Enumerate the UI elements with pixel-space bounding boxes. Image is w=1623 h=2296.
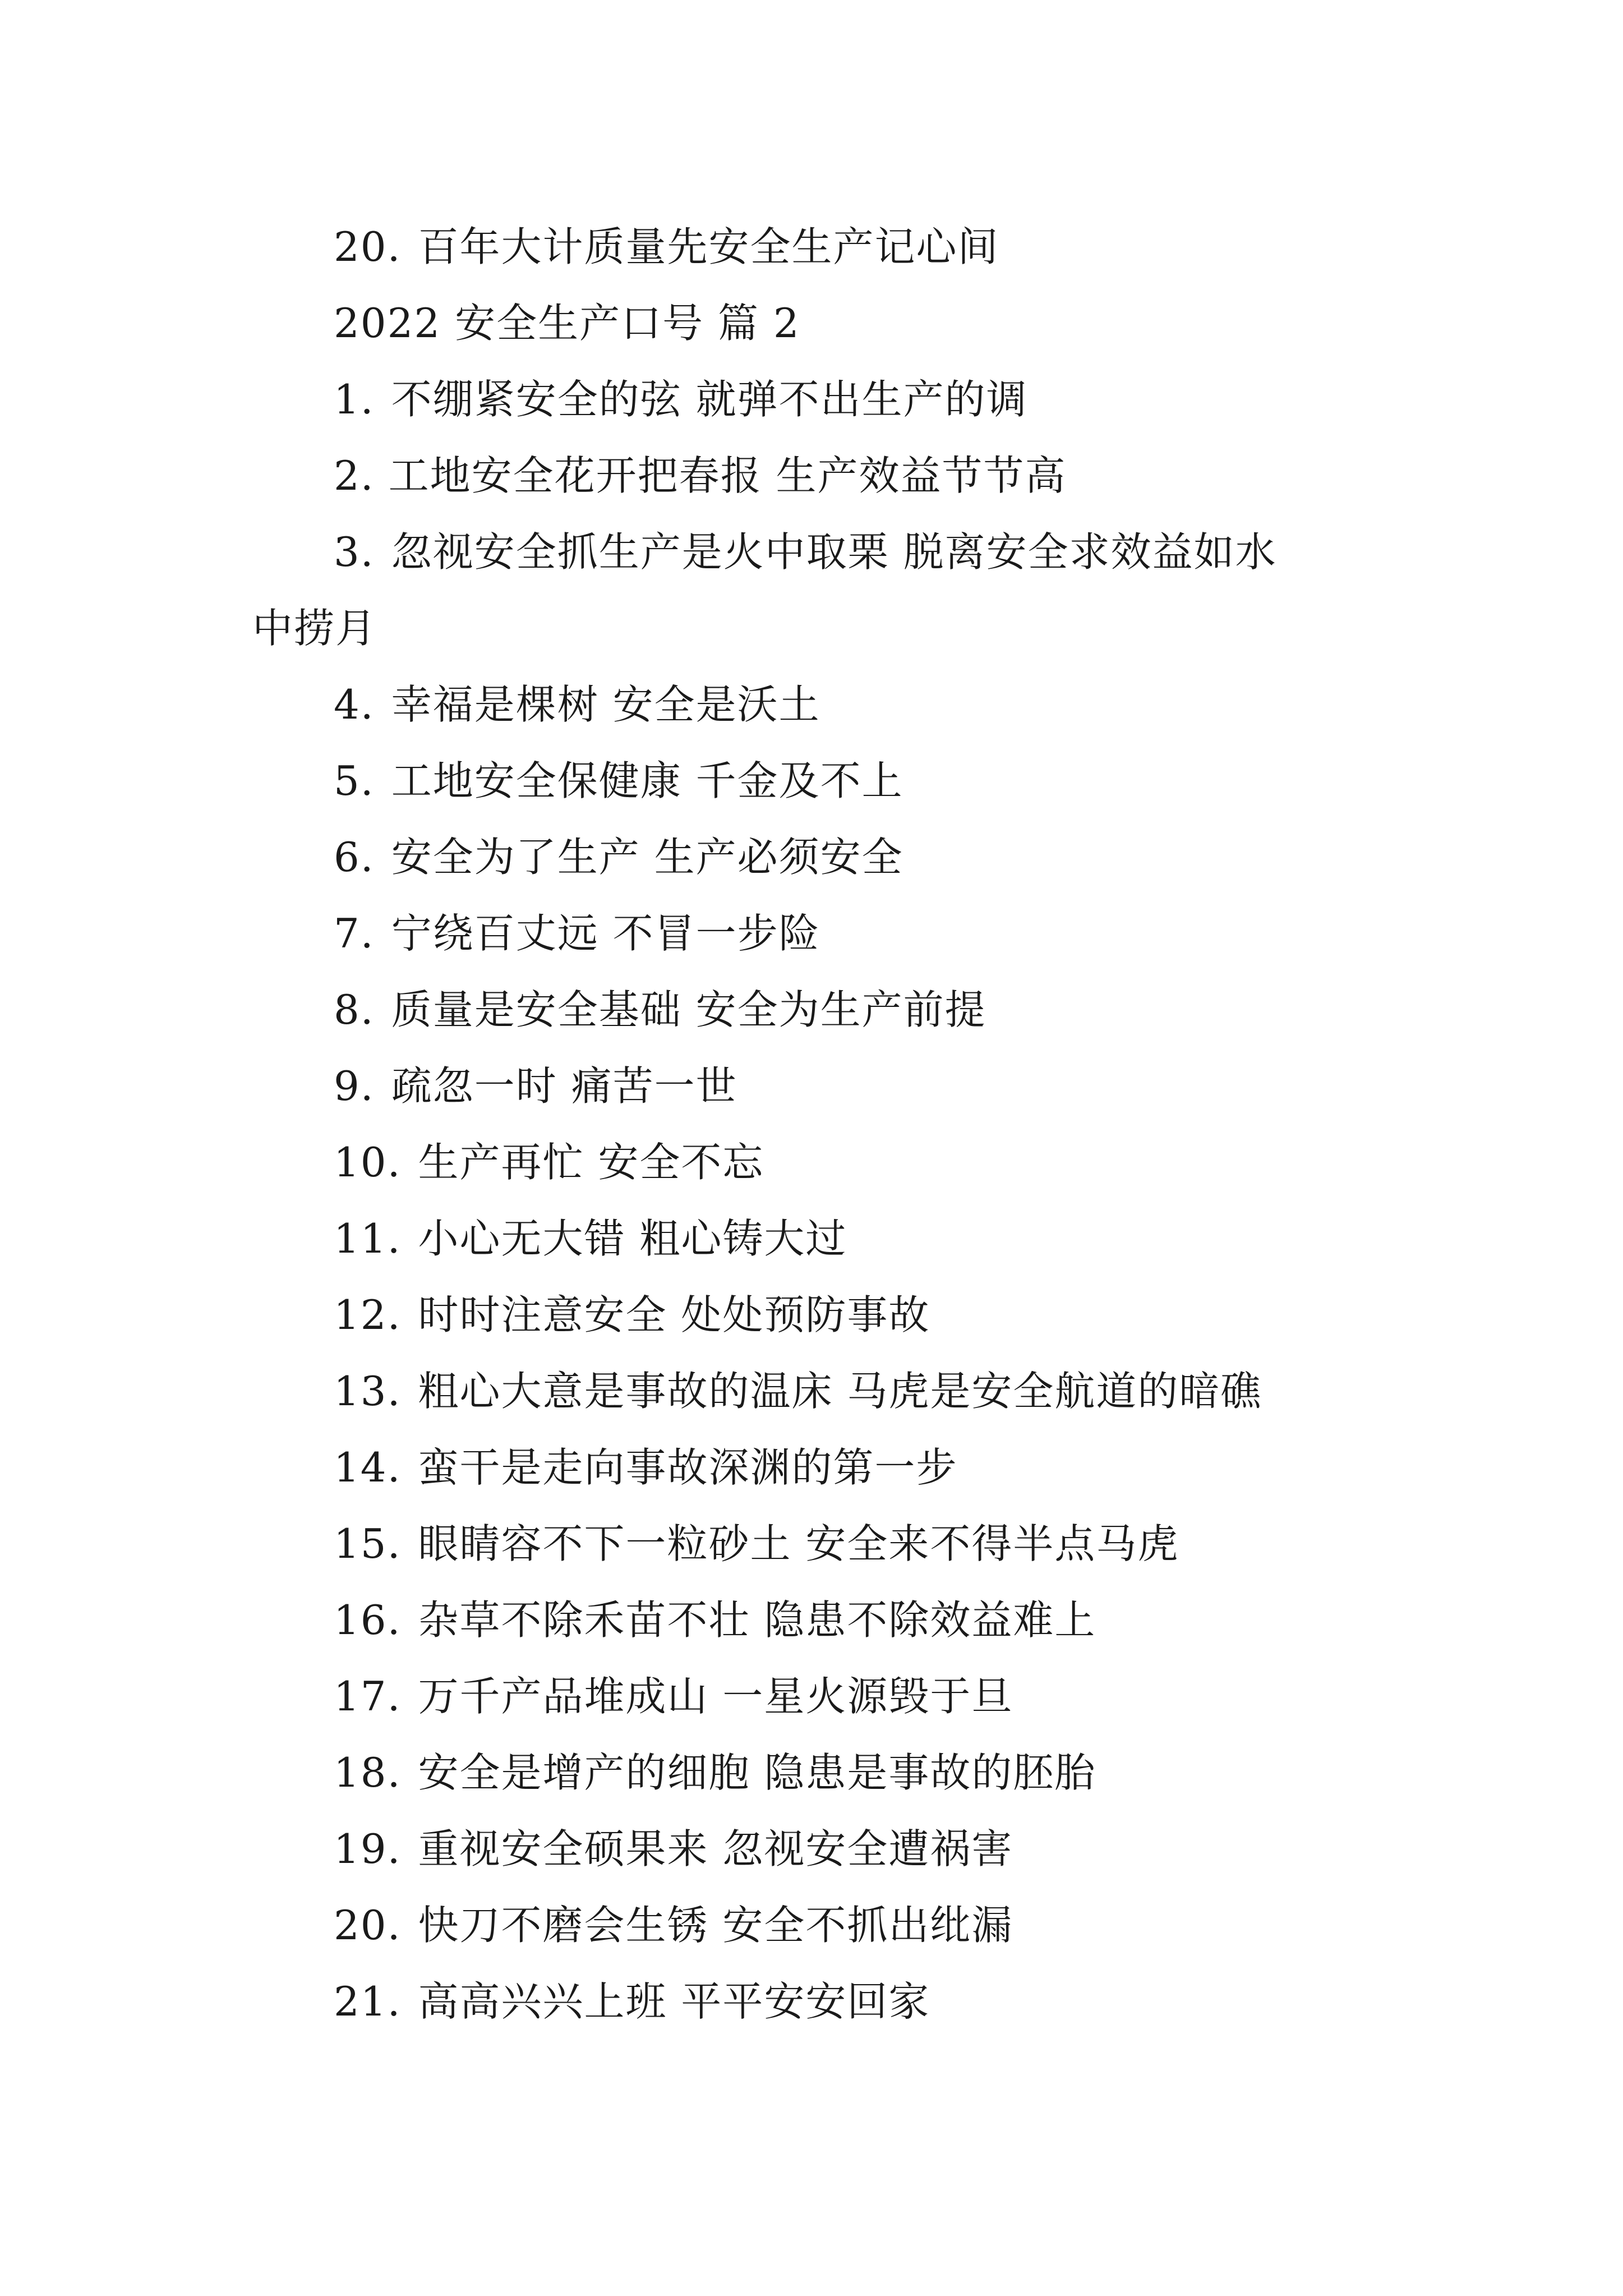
list-item [252,743,1430,819]
item-text: 疏忽一时 痛苦一世 [391,1062,737,1110]
item-number: 20. [334,223,402,270]
item-text: 安全是增产的细胞 隐患是事故的胚胎 [418,1749,1096,1796]
item-number: 18. [334,1749,402,1796]
list-item [252,1963,1430,2040]
list-item [252,361,1430,438]
list-item [252,1277,1430,1353]
item-number: 19. [334,1825,402,1872]
list-item [252,1353,1430,1429]
list-item [252,1429,1430,1506]
item-text: 不绷紧安全的弦 就弹不出生产的调 [391,376,1028,423]
item-text: 小心无大错 粗心铸大过 [418,1215,847,1262]
section-heading [252,285,1430,361]
item-text: 时时注意安全 处处预防事故 [418,1291,930,1338]
list-item [252,1200,1430,1277]
item-text: 中捞月 [252,605,377,652]
item-number: 7. [334,910,375,957]
item-number: 20. [334,1902,402,1949]
list-item [252,1506,1430,1582]
item-text: 幸福是棵树 安全是沃土 [391,681,820,728]
list-item [252,895,1430,972]
item-number: 6. [334,834,375,881]
item-number: 11. [334,1215,402,1262]
list-item [252,514,1430,590]
list-item [252,972,1430,1048]
item-text: 蛮干是走向事故深渊的第一步 [418,1444,958,1491]
list-item [252,438,1430,514]
item-number: 4. [334,681,375,728]
item-text: 工地安全保健康 千金及不上 [391,757,903,804]
item-text: 安全为了生产 生产必须安全 [391,834,903,881]
list-item [252,1887,1430,1963]
list-item [252,1658,1430,1734]
item-text: 杂草不除禾苗不壮 隐患不除效益难上 [418,1596,1096,1644]
item-text: 快刀不磨会生锈 安全不抓出纰漏 [418,1902,1013,1949]
item-text: 粗心大意是事故的温床 马虎是安全航道的暗礁 [418,1368,1262,1415]
item-text: 2. 工地安全花开把春报 生产效益节节高 [334,452,1067,499]
list-item [252,209,1430,285]
item-number: 14. [334,1444,402,1491]
list-item [252,1124,1430,1200]
list-item [252,1811,1430,1887]
item-text: 忽视安全抓生产是火中取栗 脱离安全求效益如水 [391,528,1277,576]
item-text: 高高兴兴上班 平平安安回家 [418,1978,930,2025]
item-number: 9. [334,1062,375,1110]
item-text: 百年大计质量先安全生产记心间 [418,223,999,270]
item-number: 8. [334,986,375,1033]
item-number: 15. [334,1520,402,1567]
item-text: 生产再忙 安全不忘 [418,1139,764,1186]
document-body [252,209,1430,2040]
item-number: 5. [334,757,375,804]
item-number: 13. [334,1368,402,1415]
item-number: 3. [334,528,375,576]
item-number: 16. [334,1596,402,1644]
list-item [252,1734,1430,1811]
item-text: 重视安全硕果来 忽视安全遭祸害 [418,1825,1013,1872]
list-item [252,666,1430,743]
list-item [252,1048,1430,1124]
item-text: 宁绕百丈远 不冒一步险 [391,910,820,957]
heading-text: 2022 安全生产口号 篇 2 [334,300,800,347]
item-number: 17. [334,1673,402,1720]
item-text: 万千产品堆成山 一星火源毁于旦 [418,1673,1013,1720]
list-item [252,819,1430,895]
item-number: 21. [334,1978,402,2025]
item-text: 眼睛容不下一粒砂土 安全来不得半点马虎 [418,1520,1179,1567]
list-item [252,1582,1430,1658]
item-text: 质量是安全基础 安全为生产前提 [391,986,986,1033]
list-item-continuation [252,590,1430,666]
item-number: 10. [334,1139,402,1186]
item-number: 1. [334,376,375,423]
item-number: 12. [334,1291,402,1338]
